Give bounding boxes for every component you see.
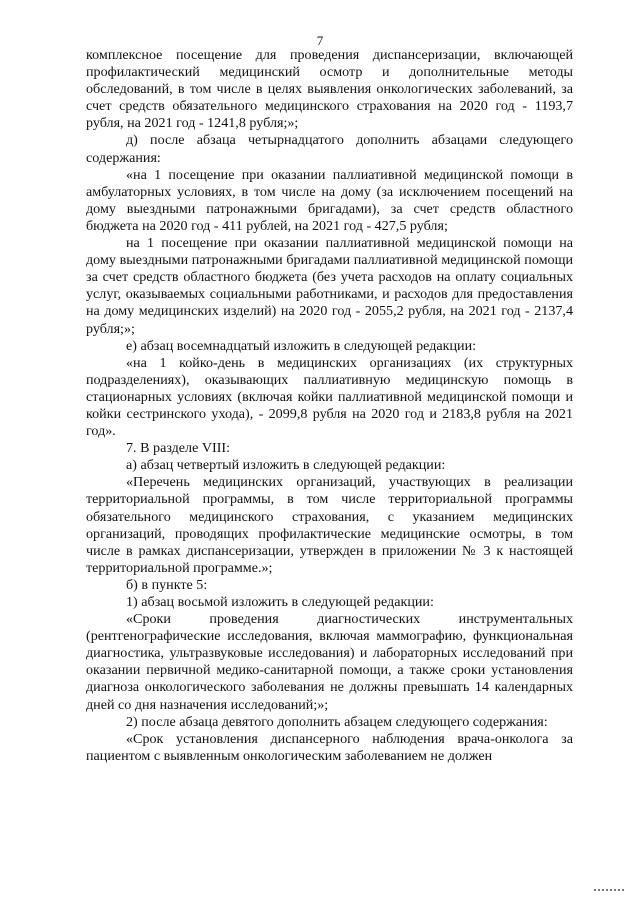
page-number: 7 — [316, 33, 324, 48]
paragraph: е) абзац восемнадцатый изложить в следующей редакции: — [126, 337, 477, 354]
paragraph: «Сроки проведения диагностических инструментальных (рентгенографические исследования, включая маммографию, функциональная диагностика, ультразвуковые исследования) и лабораторных исследований при оказании первичной медико-санитарной помощи, а также сроки установления диагноза онкологического заболевания не должны превышать 14 календарных дней со дня назначения исследований;»; — [86, 611, 573, 713]
document-body — [86, 47, 573, 765]
paragraph: «на 1 койко-день в медицинских организациях (их структурных подразделениях), оказывающих паллиативную медицинскую помощь в стационарных условиях (включая койки паллиативной медицинской помощи и койки сестринского ухода), - 2099,8 рубля на 2020 год и 2183,8 рубля на 2021 год». — [86, 354, 573, 440]
paragraph: д) после абзаца четырнадцатого дополнить абзацами следующего содержания: — [86, 132, 573, 166]
paragraph: «на 1 посещение при оказании паллиативной медицинской помощи в амбулаторных условиях, в том числе на дому (за исключением посещений на дому выездными патронажными бригадами), за счет средств областного бюджета на 2020 год - 411 рублей, на 2021 год - 427,5 рубля; — [86, 166, 573, 234]
paragraph: «Срок установления диспансерного наблюдения врача-онколога за пациентом с выявленным онкологическим заболеванием не должен — [86, 730, 573, 764]
scan-mark — [594, 886, 624, 891]
paragraph: 2) после абзаца девятого дополнить абзацем следующего содержания: — [126, 713, 548, 730]
paragraph: 1) абзац восьмой изложить в следующей редакции: — [126, 594, 434, 610]
paragraph: на 1 посещение при оказании паллиативной медицинской помощи на дому выездными патронажными бригадами паллиативной медицинской помощи за счет средств областного бюджета (без учета расходов на оплату социальных услуг, оказываемых социальными работниками, и расходов для предоставления на дому медицинских изделий) на 2020 год - 2055,2 рубля, на 2021 год - 2137,4 рубля;»; — [86, 235, 573, 337]
section-heading: 7. В разделе VIII: — [126, 440, 231, 457]
paragraph: комплексное посещение для проведения диспансеризации, включающей профилактический медицинский осмотр и дополнительные методы обследований, в том числе в целях выявления онкологических заболеваний, за счет средств обязательного медицинского страхования на 2020 год - 1193,7 рубля, на 2021 год - 1241,8 рубля;»; — [86, 47, 573, 132]
paragraph: «Перечень медицинских организаций, участвующих в реализации территориальной программы, в том числе территориальной программы обязательного медицинского страхования, с указанием медицинских организаций, проводящих профилактические медицинские осмотры, в том числе в рамках диспансеризации, утвержден в приложении № 3 к настоящей территориальной программе.»; — [86, 474, 573, 576]
paragraph: б) в пункте 5: — [126, 576, 208, 593]
paragraph: а) абзац четвертый изложить в следующей редакции: — [126, 457, 446, 474]
